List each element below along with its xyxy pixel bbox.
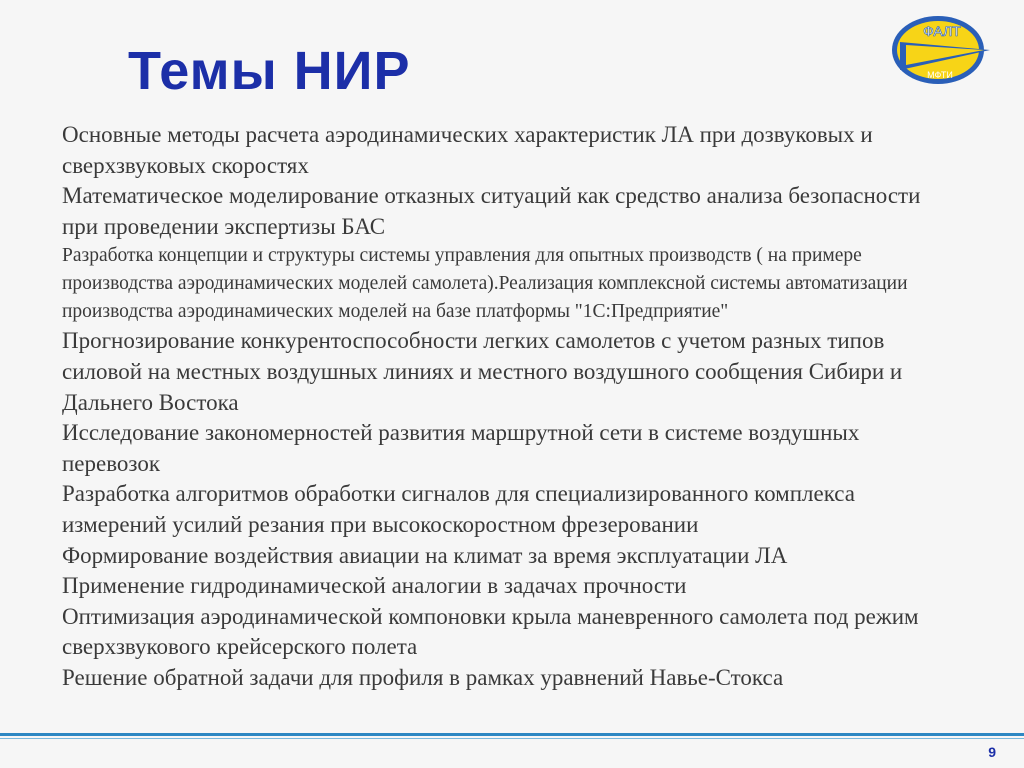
falt-mipt-logo — [886, 12, 996, 88]
topic-item: Решение обратной задачи для профиля в рамках уравнений Навье-Стокса — [62, 664, 784, 690]
page-number: 9 — [988, 744, 996, 760]
footer-divider — [0, 733, 1024, 736]
topic-list — [62, 120, 962, 694]
topic-item: Исследование закономерностей развития маршрутной сети в системе воздушных перевозок — [62, 420, 860, 476]
topic-item: Оптимизация аэродинамической компоновки крыла маневренного самолета под режим сверхзвукового крейсерского полета — [62, 603, 919, 660]
topic-item: Основные методы расчета аэродинамических характеристик ЛА при дозвуковых и сверхзвуковых скоростях — [62, 122, 873, 178]
logo-top-text: ФАЛТ — [923, 23, 961, 39]
topic-item: Прогнозирование конкурентоспособности легких самолетов с учетом разных типов силовой на местных воздушных линиях и местного воздушного сообщения Сибири и Дальнего Востока — [62, 328, 903, 415]
logo-bottom-text: МФТИ — [927, 70, 953, 80]
topic-item: Применение гидродинамической аналогии в задачах прочности — [62, 573, 687, 599]
slide-title: Темы НИР — [128, 41, 411, 101]
topic-item: Математическое моделирование отказных ситуаций как средство анализа безопасности при проведении экспертизы БАС — [62, 183, 921, 239]
topic-item: Разработка концепции и структуры системы управления для опытных производств ( на примере производства аэродинамических моделей самолета).Реализация комплексной системы автоматизации производства аэродинамических моделей на базе платформы "1С:Предприятие" — [62, 245, 908, 323]
topic-item: Разработка алгоритмов обработки сигналов для специализированного комплекса измерений усилий резания при высокоскоростном фрезеровании — [62, 481, 856, 537]
footer-divider-thin — [0, 738, 1024, 739]
topic-item: Формирование воздействия авиации на климат за время эксплуатации ЛА — [62, 542, 788, 568]
